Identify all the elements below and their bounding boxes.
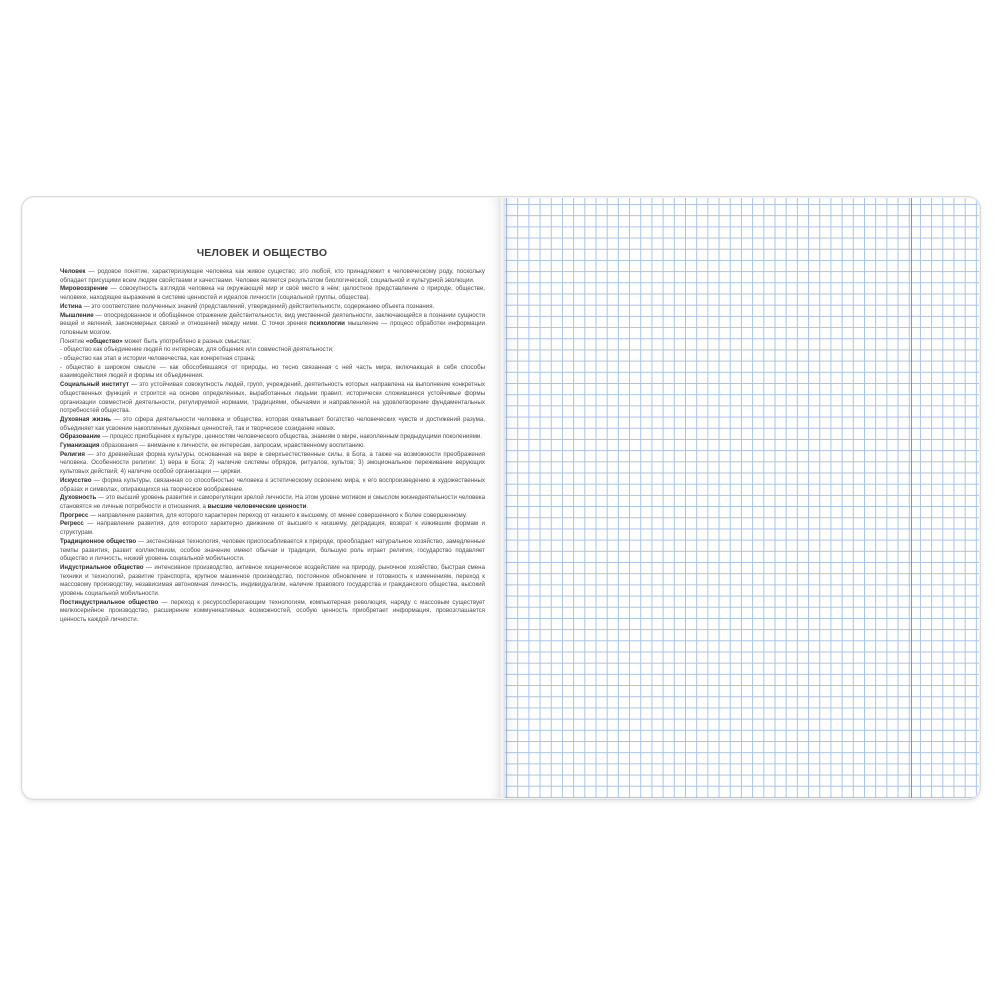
- glossary-entry: [60, 312, 485, 338]
- glossary-definition: — направление развития, для которого характерен переход от низшего к высшему, от менее совершенного к более совершенному.: [88, 511, 467, 519]
- glossary-entry: [60, 433, 485, 442]
- glossary-entry: [60, 538, 485, 564]
- glossary-definition: — процесс приобщения к культуре, ценностям человеческого общества, знаниям о мире, накопленным предыдущими поколениями.: [100, 433, 483, 441]
- glossary-intro: Понятие: [60, 337, 86, 345]
- glossary-entry: [60, 451, 485, 477]
- glossary-emphasis: «общество»: [85, 337, 123, 345]
- glossary-definition: — совокупность взглядов человека на окружающий мир и своё место в нём; целостное представление о природе, обществе, человеке, находящее выражение в системе ценностей и идеалов личности (социальной группы, общества).: [60, 285, 485, 302]
- glossary-list-item: - общество как объединение людей по интересам, для общения или совместной деятельности;: [60, 346, 334, 354]
- glossary-definition: — форма культуры, связанная со способностью человека к эстетическому освоению мира, к его воспроизведению в художественных образах и символах, опирающихся на творческое воображение.: [60, 476, 485, 493]
- glossary-entry: [60, 442, 485, 451]
- glossary-entry: [60, 268, 485, 285]
- red-margin-line: [911, 198, 912, 798]
- glossary-definition: — направление развития, для которого характерно движение от высшего к низшему, деградация, возврат к изжившим формам и структурам.: [60, 520, 485, 537]
- glossary-term: Индустриальное общество: [60, 563, 144, 571]
- glossary-entry: [60, 494, 485, 511]
- glossary-term: Регресс: [60, 520, 84, 528]
- glossary-entry: [60, 599, 485, 625]
- glossary-definition: — переход к ресурсосберегающим технологиям, компьютерная революция, наряду с массовым существует мелкосерийное производство, расширение коммуникативных возможностей, особую ценность приобретает информация, провозглашается ценность каждой личности.: [60, 598, 486, 624]
- glossary-definition-cont: мышление — процесс обработки информации головным мозгом.: [60, 320, 485, 336]
- glossary-term: Мировоззрение: [60, 285, 108, 293]
- glossary-term: Религия: [60, 450, 85, 458]
- glossary-entry: [60, 338, 485, 347]
- glossary-entry: [60, 564, 485, 599]
- glossary-term: Постиндустриальное общество: [60, 598, 159, 606]
- page-title: ЧЕЛОВЕК И ОБЩЕСТВО: [196, 247, 328, 259]
- glossary-entry: [60, 381, 485, 416]
- glossary-definition: — родовое понятие, характеризующее человека как живое существо; это любой, кто принадлежит к человеческому роду, поскольку обладает присущими всем людям свойствами и качествами. Человек является результатом биологической, социальной и культурной эволюции.: [60, 268, 485, 284]
- glossary-definition: — это устойчивая совокупность людей, групп, учреждений, деятельность которых направлена на выполнение конкретных общественных функций и строится на основе определенных, выработанных людьми правил; исторически сложившиеся устойчивые формы организации совместной деятельности, регулируемой нормами, традициями, обычаями и направленной на удовлетворение фундаментальных потребностей общества.: [60, 381, 485, 415]
- glossary-term: Духовная жизнь: [60, 415, 111, 423]
- glossary-term: Истина: [60, 302, 82, 310]
- right-page-graph-paper: [503, 198, 979, 798]
- glossary-emphasis: психологии: [309, 320, 345, 328]
- glossary-definition-cont: .: [306, 502, 309, 510]
- glossary-term: Искусство: [60, 476, 92, 484]
- glossary-term: Духовность: [60, 494, 97, 502]
- glossary-term: Традиционное общество: [60, 537, 137, 545]
- glossary-entry: [60, 512, 485, 521]
- notebook-spine: [499, 198, 505, 798]
- glossary-text: [60, 268, 485, 625]
- glossary-entry: [60, 520, 485, 537]
- glossary-term: Человек: [60, 268, 86, 275]
- glossary-definition: — экстенсивная технология, человек приспосабливается к природе, преобладает натуральное хозяйство, замедленные темпы развития, развит коллективизм, особое значение имеют обычаи и традиции, большую роль играет религия, государство подавляет общество и личность, низкий уровень социальной мобильности.: [60, 537, 486, 563]
- glossary-entry: [60, 477, 485, 494]
- glossary-definition: — интенсивное производство, активное хищническое воздействие на природу, рыночное хозяйство, быстрая смена техники и технологий, развитие транспорта, крупное машинное производство, постоянное обновление и готовность к изменениям, переход к массовому производству, независимая автономная личность, индивидуализм, наличие правового государства и гражданского общества, высокий уровень социальной мобильности.: [60, 563, 485, 598]
- glossary-list-item: - общество как этап в истории человечества, как конкретная страна;: [60, 355, 256, 363]
- glossary-list-item: - общество в широком смысле — как обособившаяся от природы, но тесно связанная с ней часть мира, включающая в себя способы взаимодействия людей и формы их объединения.: [60, 363, 485, 380]
- glossary-definition: — это сфера деятельности человека и общества, которая охватывает богатство человеческих чувств и достижений разума, объединяет как усвоение накопленных духовных ценностей, так и творческое созидание новых.: [60, 415, 485, 432]
- glossary-definition: образования — внимание к личности, ее интересам, запросам, нравственному воспитанию.: [99, 442, 366, 450]
- glossary-term: Образование: [60, 433, 101, 441]
- glossary-term: Социальный институт: [60, 381, 129, 389]
- glossary-entry: [60, 303, 485, 312]
- glossary-entry: [60, 285, 485, 302]
- glossary-term: Мышление: [60, 311, 94, 319]
- glossary-definition: — это древнейшая форма культуры, основанная на вере в сверхъестественные силы, в Бога, а также на возможности преображения человека. Особенности религии: 1) вера в Бога; 2) наличие системы обрядов, ритуалов, культов; 3) эмоциональное переживание верующих культовых действий; 4) наличие особой организации — церкви.: [60, 450, 485, 476]
- glossary-definition: — это высший уровень развития и саморегуляции зрелой личности. На этом уровне мотивом и смыслом жизнедеятельности человека становятся не личные потребности и отношения, а: [60, 494, 485, 510]
- glossary-emphasis: высшие человеческие ценности: [207, 502, 307, 510]
- glossary-entry: [60, 416, 485, 433]
- glossary-definition: — это соответствие полученных знаний (представлений, утверждений) действительности, содержанию объекта познания.: [81, 302, 435, 310]
- glossary-definition: — опосредованное и обобщённое отражение действительности, вид умственной деятельности, заключающейся в познании сущности вещей и явлений, закономерных связей и отношений между ними. С точки зрения: [60, 311, 485, 328]
- glossary-definition: может быть употреблено в разных смыслах:: [122, 337, 252, 345]
- glossary-term: Гуманизация: [60, 442, 100, 450]
- glossary-term: Прогресс: [60, 511, 89, 519]
